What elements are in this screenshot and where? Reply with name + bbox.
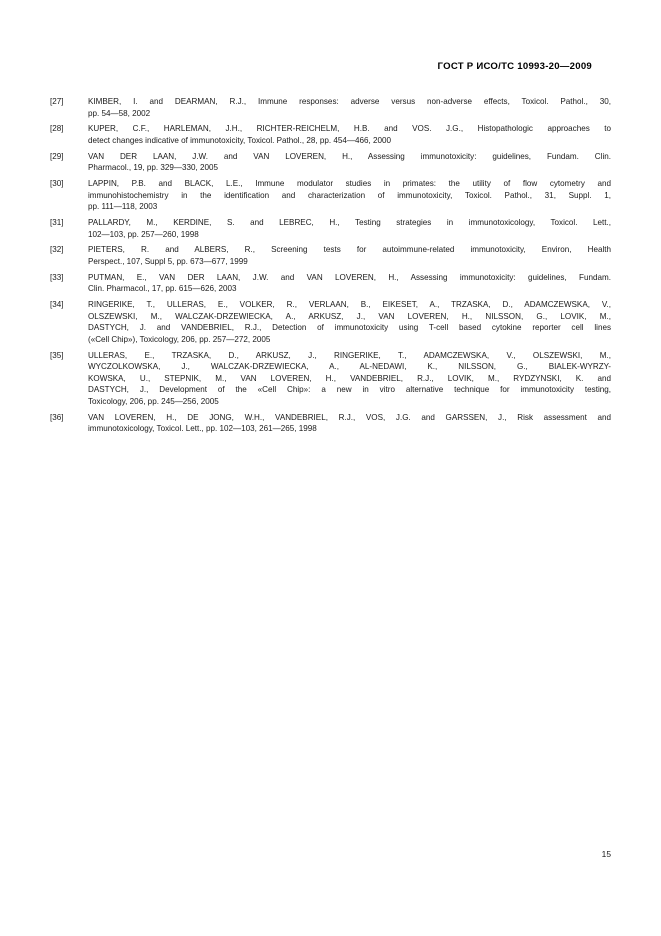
bibliography-entry-line: immunohistochemistry in the identification and characterization of immunotoxicity, Toxicol. Pathol., 31, Suppl. 1, (88, 190, 611, 200)
bibliography-entry (50, 412, 611, 435)
bibliography-entry-line: detect changes indicative of immunotoxicity, Toxicol. Pathol., 28, pp. 454—466, 2000 (88, 135, 391, 145)
bibliography-entry-text (88, 151, 611, 174)
bibliography-entry-number: [28] (50, 124, 64, 134)
bibliography-entry-line: Toxicology, 206, pp. 245—256, 2005 (88, 396, 219, 406)
bibliography-entry (50, 123, 611, 146)
bibliography-entry-text (88, 178, 611, 213)
bibliography-entry (50, 178, 611, 213)
bibliography-entry-text (88, 272, 611, 295)
bibliography-entry-text (88, 350, 611, 408)
bibliography-entry-line: KOWSKA, U., STEPNIK, M., VAN LOVEREN, H., VANDEBRIEL, R.J., LOVIK, M., RYDZYNSKI, K. and (88, 373, 611, 383)
bibliography-entry (50, 350, 611, 408)
bibliography-entry-line: ULLERAS, E., TRZASKA, D., ARKUSZ, J., RINGERIKE, T., ADAMCZEWSKA, V., OLSZEWSKI, M., (88, 350, 611, 360)
bibliography-entry-number: [32] (50, 245, 64, 255)
bibliography-entry (50, 244, 611, 267)
bibliography-entry (50, 151, 611, 174)
bibliography-entry-line: LAPPIN, P.B. and BLACK, L.E., Immune modulator studies in primates: the utility of flow cytometry and (88, 179, 611, 189)
bibliography-entry-line: KUPER, C.F., HARLEMAN, J.H., RICHTER-REICHELM, H.B. and VOS. J.G., Histopathologic approaches to (88, 124, 611, 134)
bibliography-entry-line: KIMBER, I. and DEARMAN, R.J., Immune responses: adverse versus non-adverse effects, Toxicol. Pathol., 30, (88, 97, 611, 106)
bibliography-entry-line: («Cell Chip»), Toxicology, 206, pp. 257—272, 2005 (88, 334, 271, 344)
bibliography-entry-line: PUTMAN, E., VAN DER LAAN, J.W. and VAN LOVEREN, H., Assessing immunotoxicity: guidelines, Fundam. (88, 272, 611, 282)
bibliography-entry-text (88, 412, 611, 435)
bibliography-entry-line: DASTYCH, J., Development of the «Cell Chip»: a new in vitro alternative technique for immunotoxicity testing, (88, 385, 611, 395)
bibliography-entry-line: 102—103, pp. 257—260, 1998 (88, 229, 199, 239)
bibliography-entry (50, 272, 611, 295)
bibliography-entry-line: pp. 54—58, 2002 (88, 108, 151, 118)
bibliography-entry-line: DASTYCH, J. and VANDEBRIEL, R.J., Detection of immunotoxicity using T-cell based cytokine reporter cell lines (88, 323, 611, 333)
bibliography-entry-text (88, 244, 611, 267)
bibliography-entry-number: [27] (50, 97, 64, 106)
bibliography-entry-line: RINGERIKE, T., ULLERAS, E., VOLKER, R., VERLAAN, B., EIKESET, A., TRZASKA, D., ADAMCZEWSKA, V., (88, 300, 611, 310)
bibliography-entry-line: VAN DER LAAN, J.W. and VAN LOVEREN, H., Assessing immunotoxicity: guidelines, Fundam. Clin. (88, 151, 611, 161)
bibliography-entry-line: PALLARDY, M., KERDINE, S. and LEBREC, H., Testing strategies in immunotoxicology, Toxicol. Lett., (88, 218, 611, 228)
bibliography-entry-line: OLSZEWSKI, M., WALCZAK-DRZEWIECKA, A., ARKUSZ, J., VAN LOVEREN, H., NILSSON, G., LOVIK, M., (88, 311, 611, 321)
bibliography-entry-number: [29] (50, 151, 64, 161)
bibliography-entry (50, 96, 611, 119)
bibliography-entry-text (88, 217, 611, 240)
bibliography-entry-line: Clin. Pharmacol., 17, pp. 615—626, 2003 (88, 284, 237, 294)
bibliography-list (50, 96, 611, 439)
bibliography-entry-text (88, 96, 611, 119)
bibliography-entry-number: [30] (50, 179, 64, 189)
bibliography-entry-number: [36] (50, 412, 64, 422)
bibliography-entry-number: [33] (50, 272, 64, 282)
bibliography-entry-line: PIETERS, R. and ALBERS, R., Screening tests for autoimmune-related immunotoxicity, Environ, Health (88, 245, 611, 255)
bibliography-entry-line: WYCZOLKOWSKA, J., WALCZAK-DRZEWIECKA, A., AL-NEDAWI, K., NILSSON, G., BIALEK-WYRZY- (88, 362, 611, 372)
bibliography-entry-line: VAN LOVEREN, H., DE JONG, W.H., VANDEBRIEL, R.J., VOS, J.G. and GARSSEN, J., Risk assessment and (88, 412, 611, 422)
bibliography-entry (50, 217, 611, 240)
bibliography-entry-line: Perspect., 107, Suppl 5, pp. 673—677, 1999 (88, 256, 248, 266)
bibliography-entry-line: pp. 111—118, 2003 (88, 202, 158, 212)
running-header-standard-number: ГОСТ Р ИСО/ТС 10993-20—2009 (437, 61, 592, 72)
bibliography-entry-number: [35] (50, 350, 64, 360)
page-number: 15 (601, 849, 611, 859)
bibliography-entry (50, 299, 611, 345)
bibliography-entry-line: Pharmacol., 19, pp. 329—330, 2005 (88, 163, 219, 173)
bibliography-entry-number: [31] (50, 218, 64, 228)
bibliography-entry-number: [34] (50, 300, 64, 310)
bibliography-entry-text (88, 299, 611, 345)
bibliography-entry-line: immunotoxicology, Toxicol. Lett., pp. 102—103, 261—265, 1998 (88, 424, 317, 434)
bibliography-entry-text (88, 123, 611, 146)
